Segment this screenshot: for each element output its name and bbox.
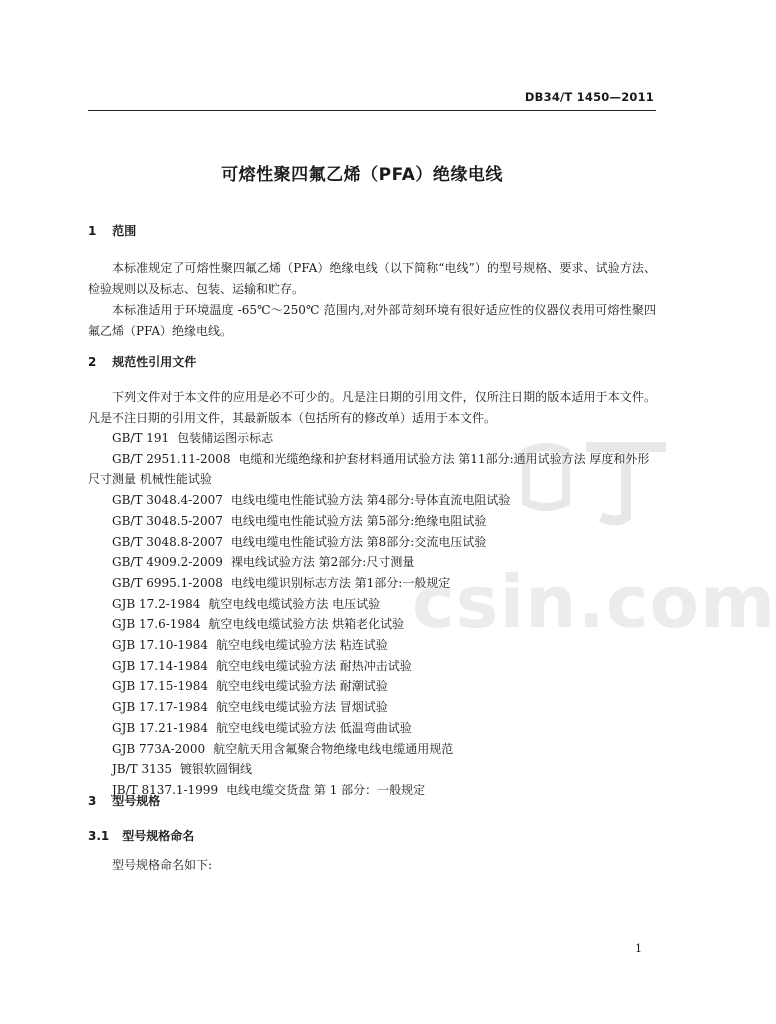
reference-code: GJB 17.14-1984 [112,658,208,673]
reference-title: 镀银软圆铜线 [180,762,253,777]
watermark-text: csin.com [412,560,776,644]
section-3-1-text: 型号规格命名如下: [112,858,213,872]
section-1-paragraph-1: 本标准规定了可熔性聚四氟乙烯（PFA）绝缘电线（以下简称“电线”）的型号规格、要求、试验方法、检验规则以及标志、包装、运输和贮存。 [88,261,656,296]
section-1-heading [88,222,136,239]
reference-item [88,594,656,615]
reference-title: 电线电缆电性能试验方法 第4部分:导体直流电阻试验 [230,493,511,508]
reference-code: GJB 17.6-1984 [112,617,201,632]
reference-item [88,697,656,718]
section-3-title: 型号规格 [112,794,161,808]
reference-code: GJB 773A-2000 [112,741,206,756]
reference-title: 航空电线电缆试验方法 烘箱老化试验 [208,617,405,632]
section-3-1-heading [88,827,194,844]
header-rule [88,110,656,111]
section-3-1-number: 3.1 [88,829,110,843]
section-3-1-title: 型号规格命名 [122,829,195,843]
reference-item [88,490,656,511]
reference-title: 电线电缆电性能试验方法 第5部分:绝缘电阻试验 [230,513,487,528]
section-3-heading [88,792,160,809]
reference-code: GB/T 6995.1-2008 [112,575,223,590]
reference-code: GJB 17.10-1984 [112,638,208,653]
section-1-number: 1 [88,224,97,238]
reference-list [88,428,656,801]
reference-item [88,614,656,635]
section-1-paragraph-2: 本标准适用于环境温度 -65℃～250℃ 范围内,对外部苛刻环境有很好适应性的仪器仪表用可熔性聚四氟乙烯（PFA）绝缘电线。 [88,303,656,338]
reference-title: 裸电线试验方法 第2部分:尺寸测量 [230,555,415,570]
reference-item [88,656,656,677]
reference-code: GB/T 2951.11-2008 [112,451,231,466]
reference-item [88,635,656,656]
reference-item [88,573,656,594]
reference-code: JB/T 8137.1-1999 [112,782,219,797]
reference-title: 电线电缆交货盘 第 1 部分：一般规定 [226,782,426,797]
reference-title: 航空电线电缆试验方法 粘连试验 [215,638,388,653]
reference-title: 航空电线电缆试验方法 低温弯曲试验 [215,720,412,735]
reference-code: GB/T 3048.8-2007 [112,534,223,549]
reference-item [88,428,656,449]
section-1-title: 范围 [112,224,137,238]
reference-item [88,449,656,490]
reference-code: GB/T 3048.4-2007 [112,493,223,508]
reference-title: 航空电线电缆试验方法 耐热冲击试验 [215,658,412,673]
reference-code: JB/T 3135 [112,762,173,777]
reference-title: 包装储运图示标志 [177,431,274,445]
page-number: 1 [635,942,642,955]
reference-item [88,511,656,532]
section-2-number: 2 [88,355,97,369]
reference-item [88,780,656,801]
reference-item [88,532,656,553]
section-2-title: 规范性引用文件 [112,355,197,369]
section-2-heading [88,353,196,370]
reference-item [88,552,656,573]
reference-item [88,759,656,780]
reference-code: GJB 17.15-1984 [112,679,208,694]
reference-item [88,718,656,739]
reference-title: 电线电缆识别标志方法 第1部分:一般规定 [230,575,451,590]
reference-item [88,676,656,697]
reference-title: 电缆和光缆绝缘和护套材料通用试验方法 第11部分:通用试验方法 厚度和外形尺寸测量 机械性能试验 [88,451,650,487]
reference-title: 航空电线电缆试验方法 电压试验 [208,596,381,611]
section-3-number: 3 [88,794,97,808]
reference-code: GJB 17.21-1984 [112,720,208,735]
reference-code: GJB 17.2-1984 [112,596,201,611]
reference-title: 电线电缆电性能试验方法 第8部分:交流电压试验 [230,534,487,549]
reference-code: GB/T 3048.5-2007 [112,513,223,528]
section-2-intro: 下列文件对于本文件的应用是必不可少的。凡是注日期的引用文件，仅所注日期的版本适用于本文件。凡是不注日期的引用文件，其最新版本（包括所有的修改单）适用于本文件。 [88,390,656,425]
reference-code: GB/T 191 [112,431,170,445]
document-title: 可熔性聚四氟乙烯（PFA）绝缘电线 [221,165,503,185]
reference-title: 航空电线电缆试验方法 耐潮试验 [215,679,388,694]
reference-code: GJB 17.17-1984 [112,700,208,715]
reference-title: 航空电线电缆试验方法 冒烟试验 [215,700,388,715]
reference-title: 航空航天用含氟聚合物绝缘电线电缆通用规范 [213,741,454,756]
standard-code: DB34/T 1450—2011 [524,90,654,104]
reference-item [88,739,656,760]
reference-code: GB/T 4909.2-2009 [112,555,223,570]
